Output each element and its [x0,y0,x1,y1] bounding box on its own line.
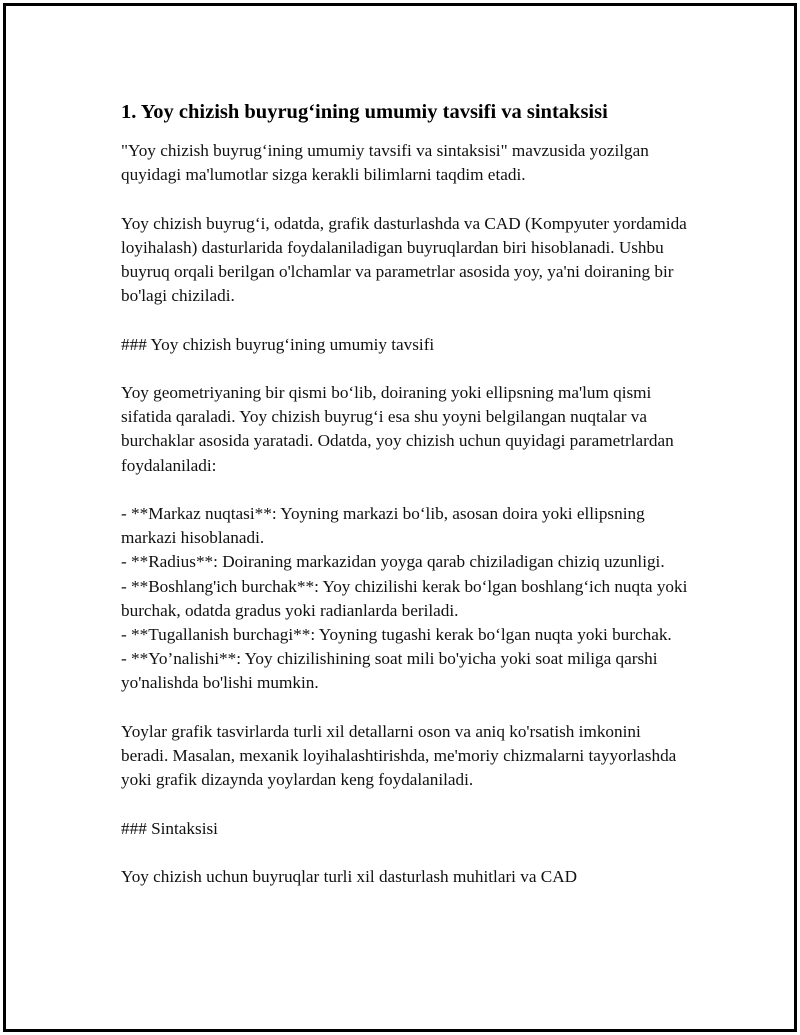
document-body [121,99,691,889]
parameter-list [121,502,691,696]
description-paragraph: Yoy chizish buyrug‘i, odatda, grafik dasturlashda va CAD (Kompyuter yordamida loyihalash) dasturlarida foydalaniladigan buyruqlardan biri hisoblanadi. Ushbu buyruq orqali berilgan o'lchamlar va parametrlar asosida yoy, ya'ni doiraning bir bo'lagi chiziladi. [121,213,687,306]
subheading-general-description: ### Yoy chizish buyrug‘ining umumiy tavsifi [121,334,435,354]
list-item-center-point: - **Markaz nuqtasi**: Yoyning markazi bo‘lib, asosan doira yoki ellipsning markazi hisoblanadi. [121,503,645,548]
list-item-radius: - **Radius**: Doiraning markazidan yoyga qarab chiziladigan chiziq uzunligi. [121,552,665,572]
usage-paragraph: Yoylar grafik tasvirlarda turli xil detallarni oson va aniq ko'rsatish imkonini beradi. Masalan, mexanik loyihalashtirishda, me'moriy chizmalarni tayyorlashda yoki grafik dizaynda yoylardan keng foydalaniladi. [121,721,677,790]
document-heading: 1. Yoy chizish buyrug‘ining umumiy tavsifi va sintaksisi [121,101,608,123]
intro-paragraph: "Yoy chizish buyrug‘ining umumiy tavsifi va sintaksisi" mavzusida yozilgan quyidagi ma'lumotlar sizga kerakli bilimlarni taqdim etadi. [121,141,649,185]
list-item-end-angle: - **Tugallanish burchagi**: Yoyning tugashi kerak bo‘lgan nuqta yoki burchak. [121,625,672,644]
syntax-paragraph: Yoy chizish uchun buyruqlar turli xil dasturlash muhitlari va CAD [121,866,578,886]
list-item-start-angle: - **Boshlang'ich burchak**: Yoy chizilishi kerak bo‘lgan boshlang‘ich nuqta yoki burchak, odatda gradus yoki radianlarda beriladi. [121,576,688,620]
geometry-paragraph: Yoy geometriyaning bir qismi bo‘lib, doiraning yoki ellipsning ma'lum qismi sifatida qaraladi. Yoy chizish buyrug‘i esa shu yoyni belgilangan nuqtalar va burchaklar asosida yaratadi. Odatda, yoy chizish uchun quyidagi parametrlardan foydalaniladi: [121,382,674,475]
subheading-syntax: ### Sintaksisi [121,818,218,838]
page-frame [3,3,797,1032]
list-item-direction: - **Yo’nalishi**: Yoy chizilishining soat mili bo'yicha yoki soat miliga qarshi yo'nalishda bo'lishi mumkin. [121,649,658,693]
